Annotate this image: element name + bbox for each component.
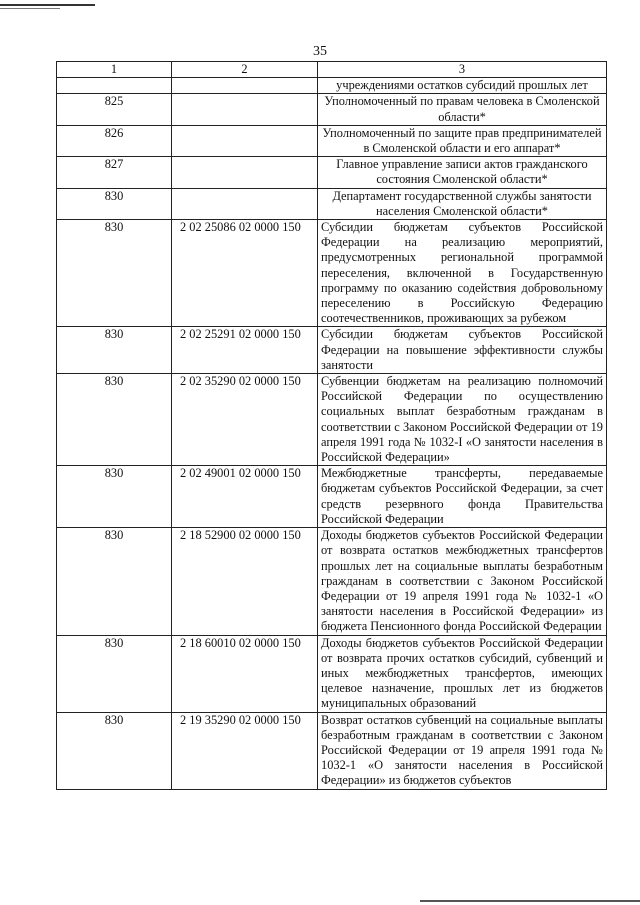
cell-chapter-code: 830 [57, 327, 172, 374]
cell-revenue-code: 2 18 52900 02 0000 150 [172, 528, 318, 635]
cell-chapter-code: 827 [57, 157, 172, 188]
header-col-1: 1 [57, 62, 172, 78]
table-row [57, 327, 607, 374]
table-row [57, 220, 607, 327]
cell-description: Субсидии бюджетам субъектов Российской Федерации на повышение эффективности службы занятости [318, 327, 607, 374]
table-row [57, 188, 607, 219]
header-col-3: 3 [318, 62, 607, 78]
cell-chapter-code: 830 [57, 466, 172, 528]
header-row [57, 62, 607, 78]
cell-revenue-code: 2 19 35290 02 0000 150 [172, 712, 318, 789]
table-row [57, 528, 607, 635]
codes-table [56, 61, 607, 790]
cell-revenue-code: 2 02 25291 02 0000 150 [172, 327, 318, 374]
cell-revenue-code: 2 02 25086 02 0000 150 [172, 220, 318, 327]
cell-description: учреждениями остатков субсидий прошлых лет [318, 78, 607, 94]
cell-chapter-code: 830 [57, 528, 172, 635]
table-row [57, 712, 607, 789]
scan-edge-line-bottom [420, 900, 640, 902]
cell-description: Субсидии бюджетам субъектов Российской Федерации на реализацию мероприятий, предусмотренных региональной программой переселения, включенной в Государственную программу по оказанию содействия добровольному переселению в Российскую Федерацию соотечественников, проживающих за рубежом [318, 220, 607, 327]
cell-chapter-code: 826 [57, 125, 172, 156]
cell-description: Главное управление записи актов гражданского состояния Смоленской области* [318, 157, 607, 188]
cell-revenue-code [172, 125, 318, 156]
cell-description: Доходы бюджетов субъектов Российской Федерации от возврата прочих остатков субсидий, субвенций и иных межбюджетных трансфертов, имеющих целевое назначение, прошлых лет из бюджетов муниципальных образований [318, 635, 607, 712]
table-row [57, 125, 607, 156]
table-row [57, 466, 607, 528]
page-number: 35 [313, 44, 327, 59]
cell-revenue-code [172, 94, 318, 125]
table-row [57, 635, 607, 712]
table-row [57, 94, 607, 125]
cell-chapter-code: 830 [57, 374, 172, 466]
cell-revenue-code: 2 02 49001 02 0000 150 [172, 466, 318, 528]
cell-description: Уполномоченный по защите прав предпринимателей в Смоленской области и его аппарат* [318, 125, 607, 156]
cell-description: Межбюджетные трансферты, передаваемые бюджетам субъектов Российской Федерации, за счет средств резервного фонда Правительства Российской Федерации [318, 466, 607, 528]
cell-chapter-code: 830 [57, 220, 172, 327]
cell-chapter-code: 830 [57, 635, 172, 712]
table-body [57, 78, 607, 789]
cell-description: Департамент государственной службы занятости населения Смоленской области* [318, 188, 607, 219]
cell-revenue-code: 2 18 60010 02 0000 150 [172, 635, 318, 712]
cell-description: Доходы бюджетов субъектов Российской Федерации от возврата остатков межбюджетных трансфертов прошлых лет на социальные выплаты безработным гражданам в соответствии с Законом Российской Федерации от 19 апреля 1991 года № 1032-1 «О занятости населения в Российской Федерации» из бюджета Пенсионного фонда Российской Федерации [318, 528, 607, 635]
cell-revenue-code [172, 188, 318, 219]
cell-revenue-code: 2 02 35290 02 0000 150 [172, 374, 318, 466]
cell-chapter-code: 830 [57, 188, 172, 219]
cell-chapter-code: 825 [57, 94, 172, 125]
cell-chapter-code: 830 [57, 712, 172, 789]
scan-edge-line [0, 4, 95, 6]
table-row [57, 157, 607, 188]
table-row [57, 78, 607, 94]
header-col-2: 2 [172, 62, 318, 78]
cell-revenue-code [172, 78, 318, 94]
table-row [57, 374, 607, 466]
cell-description: Субвенции бюджетам на реализацию полномочий Российской Федерации по осуществлению социальных выплат безработным гражданам в соответствии с Законом Российской Федерации от 19 апреля 1991 года № 1032-I «О занятости населения в Российской Федерации» [318, 374, 607, 466]
cell-revenue-code [172, 157, 318, 188]
scan-edge-line-thin [0, 8, 60, 9]
cell-description: Уполномоченный по правам человека в Смоленской области* [318, 94, 607, 125]
cell-chapter-code [57, 78, 172, 94]
cell-description: Возврат остатков субвенций на социальные выплаты безработным гражданам в соответствии с Законом Российской Федерации от 19 апреля 1991 года № 1032-1 «О занятости населения в Российской Федерации» из бюджетов субъектов [318, 712, 607, 789]
